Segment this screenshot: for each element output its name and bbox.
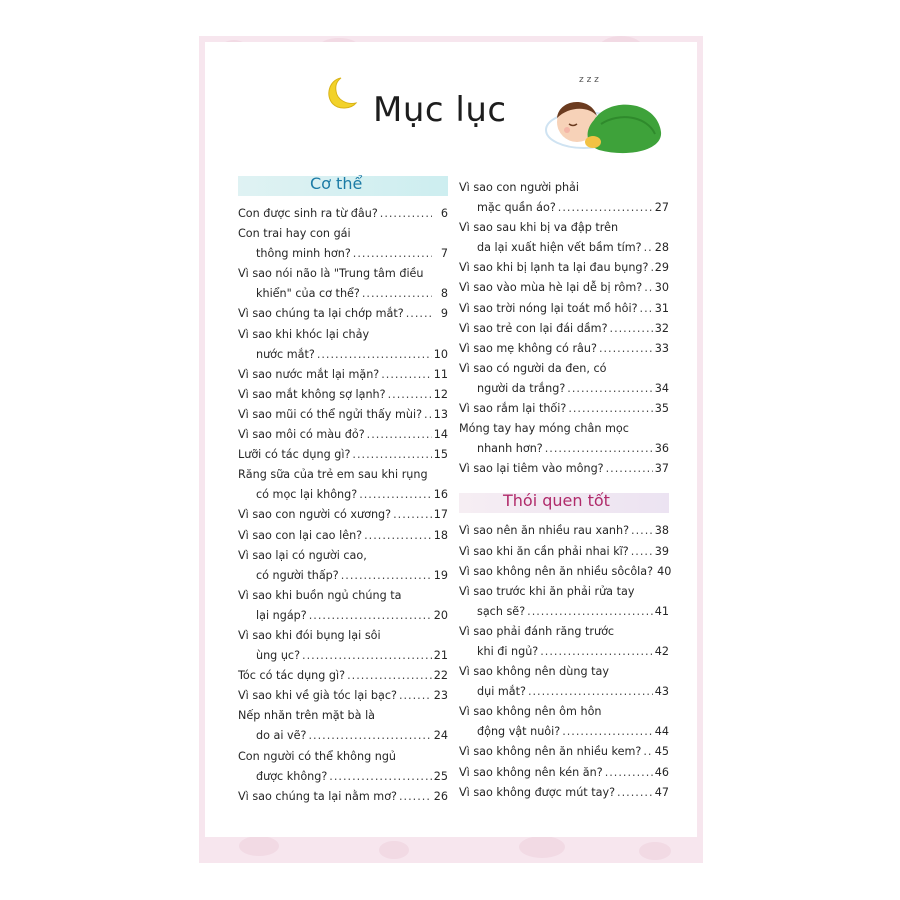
toc-entry (238, 666, 448, 686)
toc-leader-dots (317, 345, 432, 365)
toc-entry-line (459, 319, 669, 339)
toc-page-number: 40 (657, 564, 672, 578)
toc-entry-title: Vì sao nước mắt lại mặn? (238, 367, 380, 381)
toc-page-number: 32 (654, 321, 669, 335)
toc-entry-line (238, 244, 448, 264)
toc-entry-line (459, 178, 669, 198)
toc-entry (459, 419, 669, 459)
toc-entry (238, 465, 448, 505)
toc-entry-title: Tóc có tác dụng gì? (238, 669, 346, 683)
toc-entry-title: Vì sao con lại cao lên? (238, 528, 363, 542)
toc-entry-title: được không? (256, 769, 328, 783)
toc-entry-line (238, 566, 448, 586)
toc-entry-title: Vì sao mũi có thể ngửi thấy mùi? (238, 407, 423, 421)
toc-page-number: 22 (433, 669, 448, 683)
toc-leader-dots (644, 278, 653, 298)
toc-page-number: 23 (433, 689, 448, 703)
toc-entry-title: Vì sao không nên kén ăn? (459, 765, 603, 779)
toc-leader-dots (367, 425, 432, 445)
toc-page-number: 33 (654, 341, 669, 355)
toc-leader-dots (567, 379, 652, 399)
toc-entry (459, 218, 669, 258)
toc-page-number: 37 (654, 462, 669, 476)
toc-leader-dots (631, 542, 653, 562)
toc-entry-line (459, 439, 669, 459)
toc-entry-title: Vì sao không nên ôm hôn (459, 705, 602, 719)
toc-entry-title: Con được sinh ra từ đâu? (238, 207, 378, 220)
toc-entry (238, 505, 448, 525)
book-page (199, 36, 703, 863)
toc-entry-line (459, 642, 669, 662)
section-heading-label: Thói quen tốt (503, 491, 610, 511)
toc-leader-dots (606, 459, 653, 479)
toc-entry (459, 258, 669, 278)
toc-entry-line (459, 399, 669, 419)
toc-entry-title: Vì sao có người da đen, có (459, 361, 607, 375)
toc-entry (238, 546, 448, 586)
toc-entry-title: dụi mắt? (477, 685, 526, 699)
toc-entry-title: Vì sao khi đói bụng lại sôi (238, 628, 381, 642)
toc-entry-line (459, 379, 669, 399)
toc-entry-line (238, 304, 448, 324)
toc-leader-dots (568, 399, 652, 419)
toc-entry-title: Vì sao trẻ con lại đái dầm? (459, 321, 608, 335)
toc-entry (459, 702, 669, 742)
toc-page-number: 47 (654, 785, 669, 799)
toc-leader-dots (352, 445, 431, 465)
toc-leader-dots (605, 763, 653, 783)
toc-entry-line (238, 345, 448, 365)
toc-entry (238, 304, 448, 324)
toc-page-number: 31 (654, 301, 669, 315)
toc-page-number: 35 (654, 402, 669, 416)
toc-entry-title: do ai vẽ? (256, 729, 307, 743)
toc-entry (238, 526, 448, 546)
toc-leader-dots (308, 726, 431, 746)
toc-entry-line (459, 238, 669, 258)
toc-entry-title: Vì sao khi bị lạnh ta lại đau bụng? (459, 261, 649, 275)
toc-entry-line (238, 606, 448, 626)
toc-page-number: 44 (654, 725, 669, 739)
toc-page-number: 30 (654, 281, 669, 295)
toc-column-left (238, 176, 448, 807)
toc-entry-line (459, 521, 669, 541)
toc-leader-dots (631, 521, 653, 541)
toc-entry-title: nước mắt? (256, 347, 315, 361)
toc-page-number: 29 (654, 261, 669, 275)
toc-entry-line (459, 662, 669, 682)
toc-page-number: 8 (440, 287, 448, 301)
toc-entry-title: Vì sao sau khi bị va đập trên (459, 221, 619, 235)
toc-entry-line (459, 562, 672, 582)
toc-page-number: 38 (654, 524, 669, 538)
toc-list-left (238, 204, 448, 807)
toc-leader-dots (347, 666, 432, 686)
toc-entry-line (238, 445, 448, 465)
toc-entry (238, 445, 448, 465)
toc-entry-line (238, 224, 448, 244)
toc-entry-line (238, 666, 448, 686)
toc-entry-line (238, 546, 448, 566)
toc-entry-line (459, 722, 669, 742)
toc-entry (459, 299, 669, 319)
toc-entry-line (238, 706, 448, 726)
toc-page-number: 34 (654, 381, 669, 395)
toc-entry-line (238, 586, 448, 606)
toc-entry-title: Vì sao trời nóng lại toát mồ hôi? (459, 301, 638, 315)
toc-page-number: 10 (433, 347, 448, 361)
toc-entry (238, 224, 448, 264)
toc-entry (459, 763, 669, 783)
toc-entry (459, 521, 669, 541)
toc-page-number: 25 (433, 769, 448, 783)
toc-entry-title: Vì sao không được mút tay? (459, 785, 616, 799)
toc-entry-title: nhanh hơn? (477, 442, 543, 456)
toc-entry-line (459, 763, 669, 783)
toc-entry (459, 178, 669, 218)
sleep-z-text: z z z (579, 75, 599, 85)
toc-leader-dots (545, 439, 653, 459)
toc-entry (238, 626, 448, 666)
toc-entry-title: khi đi ngủ? (477, 644, 539, 658)
toc-entry-line (459, 783, 669, 803)
toc-entry (459, 562, 672, 582)
toc-entry-line (238, 425, 448, 445)
toc-entry-title: Vì sao trước khi ăn phải rửa tay (459, 584, 635, 598)
toc-entry-line (459, 542, 669, 562)
toc-entry-line (459, 359, 669, 379)
toc-entry-title: có mọc lại không? (256, 488, 358, 502)
toc-page-number: 16 (433, 488, 448, 502)
toc-entry-line (238, 626, 448, 646)
toc-entry-line (459, 278, 669, 298)
toc-entry (238, 405, 448, 425)
toc-column-right (459, 178, 672, 803)
toc-entry-line (459, 459, 669, 479)
toc-entry-title: Vì sao nói não là "Trung tâm điều (238, 267, 424, 281)
toc-leader-dots (617, 783, 653, 803)
section-heading-body (238, 176, 448, 196)
toc-leader-dots (540, 642, 653, 662)
toc-entry-title: Vì sao khi về già tóc lại bạc? (238, 689, 397, 703)
toc-entry-line (459, 258, 669, 278)
toc-entry-title: Vì sao lại tiêm vào mông? (459, 462, 604, 476)
page-title: Mục lục (373, 90, 507, 130)
toc-entry-line (459, 299, 669, 319)
section-heading-habits (459, 493, 669, 513)
toc-entry-line (459, 742, 669, 762)
toc-entry-title: Vì sao con người có xương? (238, 508, 392, 522)
toc-leader-dots (650, 258, 652, 278)
sleeping-child-illustration (539, 60, 669, 160)
toc-leader-dots (380, 204, 432, 224)
toc-page-number: 45 (654, 745, 669, 759)
toc-leader-dots (528, 682, 653, 702)
toc-entry-line (238, 526, 448, 546)
toc-entry (459, 278, 669, 298)
toc-leader-dots (644, 238, 653, 258)
crescent-moon-icon (319, 74, 359, 114)
toc-entry-title: Vì sao phải đánh răng trước (459, 624, 615, 638)
toc-entry-title: khiển" của cơ thể? (256, 287, 360, 301)
toc-entry-line (238, 747, 448, 767)
toc-page-number: 19 (433, 568, 448, 582)
toc-entry-title: Vì sao không nên dùng tay (459, 665, 609, 679)
toc-leader-dots (359, 485, 432, 505)
toc-entry-title: thông minh hơn? (256, 247, 351, 261)
toc-entry-title: Vì sao lại có người cao, (238, 548, 367, 562)
toc-entry-line (459, 198, 669, 218)
toc-leader-dots (406, 304, 432, 324)
toc-entry-title: Vì sao rắm lại thối? (459, 402, 567, 416)
toc-entry (459, 319, 669, 339)
toc-entry-line (238, 284, 448, 304)
toc-entry-line (238, 264, 448, 284)
toc-entry-title: Vì sao vào mùa hè lại dễ bị rôm? (459, 281, 643, 295)
toc-page-number: 42 (654, 644, 669, 658)
toc-entry-title: mặc quần áo? (477, 201, 556, 215)
toc-entry-line (238, 204, 448, 224)
toc-entry-line (238, 505, 448, 525)
toc-entry-title: Con trai hay con gái (238, 227, 351, 241)
toc-entry (459, 359, 669, 399)
toc-page-number: 39 (654, 544, 669, 558)
toc-entry (459, 459, 669, 479)
toc-entry (238, 325, 448, 365)
toc-leader-dots (388, 385, 432, 405)
toc-entry-title: Móng tay hay móng chân mọc (459, 422, 629, 436)
toc-entry-line (459, 582, 669, 602)
toc-entry (459, 582, 669, 622)
toc-entry-title: da lại xuất hiện vết bầm tím? (477, 241, 642, 255)
toc-page-number: 15 (433, 448, 448, 462)
toc-leader-dots (599, 339, 653, 359)
toc-entry-line (459, 702, 669, 722)
toc-entry (238, 204, 448, 224)
toc-entry (238, 385, 448, 405)
toc-entry-line (459, 419, 669, 439)
toc-leader-dots (527, 602, 653, 622)
toc-entry (459, 339, 669, 359)
toc-entry-line (238, 365, 448, 385)
toc-entry-title: Vì sao khi ăn cần phải nhai kĩ? (459, 544, 629, 558)
toc-page-number: 9 (440, 307, 448, 321)
toc-page-number: 24 (433, 729, 448, 743)
toc-leader-dots (610, 319, 653, 339)
toc-entry (238, 365, 448, 385)
toc-page-number: 46 (654, 765, 669, 779)
toc-leader-dots (309, 606, 432, 626)
toc-entry-line (459, 339, 669, 359)
toc-page-number: 18 (433, 528, 448, 542)
toc-entry-line (459, 602, 669, 622)
toc-page-number: 21 (433, 649, 448, 663)
toc-entry-title: động vật nuôi? (477, 725, 561, 739)
toc-entry (459, 542, 669, 562)
toc-page-number: 20 (433, 608, 448, 622)
toc-entry-title: Vì sao mắt không sợ lạnh? (238, 387, 386, 401)
toc-page-number: 27 (654, 201, 669, 215)
toc-leader-dots (399, 787, 432, 807)
toc-entry-line (459, 622, 669, 642)
toc-leader-dots (393, 505, 432, 525)
toc-page-number: 41 (654, 604, 669, 618)
toc-leader-dots (640, 299, 653, 319)
toc-leader-dots (424, 405, 432, 425)
toc-entry-title: Vì sao mẹ không có râu? (459, 341, 597, 355)
toc-entry-title: Vì sao con người phải (459, 181, 579, 194)
toc-entry-line (459, 682, 669, 702)
toc-entry (238, 787, 448, 807)
toc-page-number: 11 (433, 367, 448, 381)
section-heading-label: Cơ thể (310, 174, 363, 193)
toc-entry-line (238, 686, 448, 706)
toc-page-number: 13 (433, 407, 448, 421)
toc-leader-dots (364, 526, 432, 546)
toc-leader-dots (302, 646, 432, 666)
toc-leader-dots (558, 198, 653, 218)
toc-entry-title: Răng sữa của trẻ em sau khi rụng (238, 468, 428, 482)
toc-entry-title: Vì sao không nên ăn nhiều kem? (459, 745, 642, 759)
toc-leader-dots (562, 722, 653, 742)
toc-entry-line (238, 767, 448, 787)
toc-entry-line (238, 485, 448, 505)
toc-list-right-bottom (459, 521, 672, 802)
toc-entry-title: lại ngáp? (256, 608, 307, 622)
toc-entry-line (238, 646, 448, 666)
toc-page-number: 26 (433, 789, 448, 803)
toc-entry (238, 264, 448, 304)
toc-leader-dots (341, 566, 432, 586)
toc-entry-title: Vì sao khi buồn ngủ chúng ta (238, 588, 402, 602)
toc-page-number: 43 (654, 685, 669, 699)
toc-entry-line (238, 325, 448, 345)
toc-page-number: 28 (654, 241, 669, 255)
toc-entry-title: Lưỡi có tác dụng gì? (238, 448, 351, 462)
toc-entry-title: có người thấp? (256, 568, 339, 582)
toc-entry-title: Vì sao khi khóc lại chảy (238, 327, 370, 341)
toc-entry-title: Vì sao môi có màu đỏ? (238, 428, 365, 442)
toc-leader-dots (643, 742, 652, 762)
toc-entry (459, 399, 669, 419)
toc-leader-dots (381, 365, 432, 385)
toc-entry (238, 586, 448, 626)
toc-entry-line (459, 218, 669, 238)
toc-entry (459, 622, 669, 662)
toc-entry-line (238, 385, 448, 405)
toc-list-right-top (459, 178, 669, 479)
toc-leader-dots (329, 767, 431, 787)
toc-entry (459, 742, 669, 762)
toc-entry-line (238, 787, 448, 807)
toc-page-number: 14 (433, 428, 448, 442)
toc-entry-line (238, 726, 448, 746)
toc-page-number: 7 (440, 247, 448, 261)
toc-entry (238, 425, 448, 445)
toc-entry-line (238, 465, 448, 485)
toc-entry-title: người da trắng? (477, 381, 566, 395)
toc-entry-title: Vì sao không nên ăn nhiều sôcôla? (459, 564, 654, 578)
toc-entry-title: sạch sẽ? (477, 604, 526, 618)
toc-entry-title: Vì sao chúng ta lại nằm mơ? (238, 789, 397, 803)
toc-entry-title: Vì sao chúng ta lại chớp mắt? (238, 307, 404, 321)
toc-page-number: 36 (654, 442, 669, 456)
toc-entry (238, 706, 448, 746)
toc-entry-title: Vì sao nên ăn nhiều rau xanh? (459, 524, 630, 538)
toc-leader-dots (362, 284, 432, 304)
toc-entry (238, 747, 448, 787)
toc-leader-dots (399, 686, 432, 706)
toc-entry-title: ùng ục? (256, 649, 301, 663)
toc-entry-title: Nếp nhăn trên mặt bà là (238, 709, 376, 723)
toc-page-number: 12 (433, 387, 448, 401)
toc-page-number: 17 (433, 508, 448, 522)
toc-entry-title: Con người có thể không ngủ (238, 749, 397, 763)
toc-entry (238, 686, 448, 706)
toc-entry-line (238, 405, 448, 425)
toc-entry (459, 783, 669, 803)
toc-page-number: 6 (440, 207, 448, 220)
toc-entry (459, 662, 669, 702)
toc-leader-dots (353, 244, 432, 264)
